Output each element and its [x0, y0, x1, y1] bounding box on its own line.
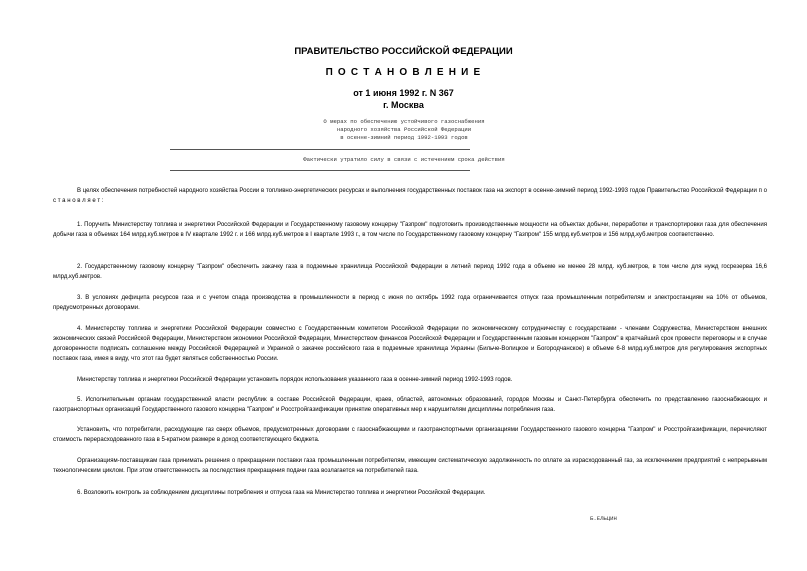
paragraph-6: 6. Возложить контроль за соблюдением дисциплины потребления и отпуска газа на Министерство топлива и энергетики Российской Федерации. — [77, 490, 486, 496]
date-number: от 1 июня 1992 г. N 367 — [353, 88, 454, 98]
paragraph-2: 2. Государственному газовому концерну "Газпром" обеспечить закачку газа в подземные хранилища Российской Федерации в летний период 1992 года в объеме не менее 28 млрд. куб.метров, в том числе для нужд госрезерва 16,6 млрд.куб.метров. — [53, 264, 767, 280]
paragraph-preamble: В целях обеспечения потребностей народного хозяйства России в топливно-энергетических ресурсах и выполнения государственных поставок газа на экспорт в осенне-зимний период 1992-1993 годов Правительство Российской Федерации п о с т а н о в л я е т : — [53, 188, 767, 204]
document-type-heading: П О С Т А Н О В Л Е Н И Е — [325, 67, 482, 78]
subject-line-3: в осенне-зимний период 1992-1993 годов — [340, 134, 468, 141]
subject-line-2: народного хозяйства Российской Федерации — [336, 126, 472, 133]
subject-line-1: О мерах по обеспечению устойчивого газоснабжения — [323, 118, 485, 125]
government-heading: ПРАВИТЕЛЬСТВО РОССИЙСКОЙ ФЕДЕРАЦИИ — [294, 46, 513, 57]
date-block — [0, 87, 807, 111]
divider-top — [170, 149, 470, 150]
paragraph-4: 4. Министерству топлива и энергетики Российской Федерации совместно с Государственным комитетом Российской Федерации по экономическому сотрудничеству с государствами - членами Содружества, Министерством внешних экономических связей Российской Федерации, Министерством экономики Российской Федерации, Министерством финансов Российской Федерации и Государственным газовым концерном "Газпром" в кратчайший срок провести переговоры и в случае договоренности подписать соглашение между Российской Федерацией и Украиной о закачке российского газа в подземные хранилища Украины (Бильче-Волицкое и Богородчанское) в объеме 6-8 млрд.куб.метров для регулирования экспортных поставок газа, имея в виду, что этот газ будет являться собственностью России. — [53, 326, 767, 362]
paragraph-3: 3. В условиях дефицита ресурсов газа и с учетом спада производства в промышленности в период с июня по октябрь 1992 года ограничивается отпуск газа промышленным потребителям и электростанциям на 10% от объемов, предусмотренных договорами. — [53, 295, 767, 311]
document-subject — [170, 118, 638, 142]
paragraph-4-continued: Министерству топлива и энергетики Российской Федерации установить порядок использования указанного газа в осенне-зимний период 1992-1993 годов. — [77, 377, 513, 383]
paragraph-5-suppliers: Организациям-поставщикам газа принимать решения о прекращении поставки газа промышленным потребителям, имеющим систематическую задолженность по оплате за израсходованный газ, за исключением предприятий с непрерывным технологическим циклом. При этом ответственность за последствия прекращения подачи газа возлагается на потребителей газа. — [53, 458, 767, 474]
paragraph-1: 1. Поручить Министерству топлива и энергетики Российской Федерации и Государственному газовому концерну "Газпром" подготовить производственные мощности на объектах добычи, переработки и транспортировки газа для обеспечения добычи газа в объемах 164 млрд.куб.метров в IV квартале 1992 г. и 166 млрд.куб.метров в I квартале 1993 г., в том числе по Государственному газовому концерну "Газпром" 155 млрд.куб.метров и 156 млрд.куб.метров соответственно. — [53, 222, 767, 238]
divider-bottom — [170, 170, 470, 171]
signature: Б.ЕЛЬЦИН — [590, 515, 617, 522]
paragraph-5-penalty: Установить, что потребители, расходующие газ сверх объемов, предусмотренных договорами с газоснабжающими и газотранспортными организациями Государственного газового концерна "Газпром" и Росстройгазификации, перечисляют стоимость перерасходованного газа в 5-кратном размере в доход соответствующего бюджета. — [53, 427, 767, 443]
paragraph-5: 5. Исполнительным органам государственной власти республик в составе Российской Федерации, краев, областей, автономных образований, городов Москвы и Санкт-Петербурга обеспечить по представлению газоснабжающих и газотранспортных организаций Государственного газового концерна "Газпром" и Росстройгазификации принятие оперативных мер к нарушителям дисциплины потребления газа. — [53, 397, 767, 413]
status-note: Фактически утратило силу в связи с истечением срока действия — [303, 156, 505, 163]
city: г. Москва — [383, 100, 424, 110]
